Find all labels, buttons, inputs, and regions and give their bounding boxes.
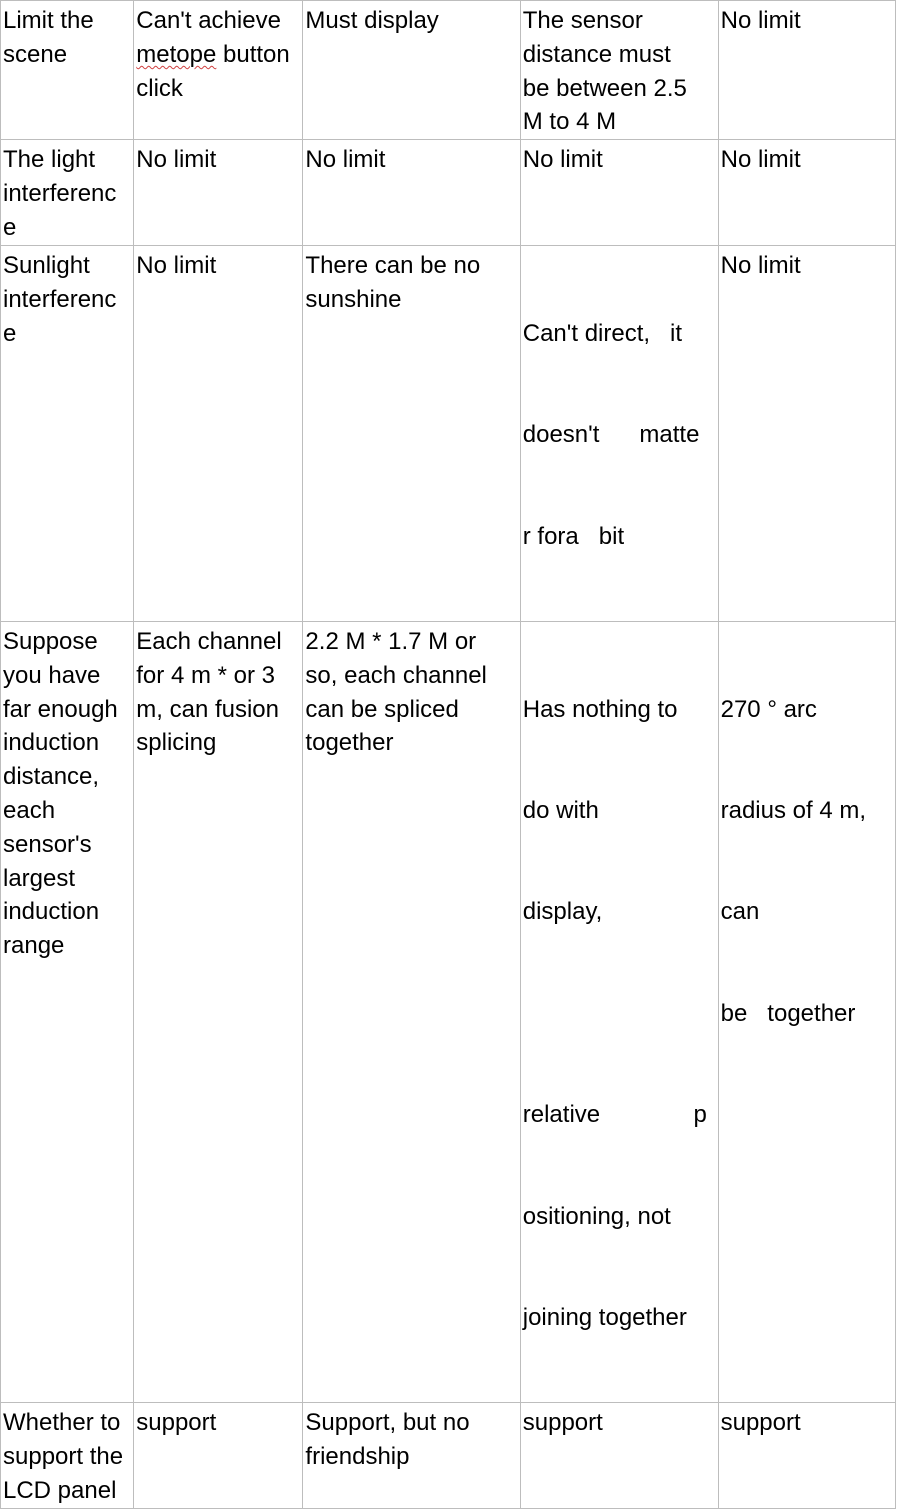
table-cell: support bbox=[520, 1403, 718, 1509]
table-cell: 270 ° arc radius of 4 m, can be together bbox=[718, 621, 895, 1402]
table-cell: There can be no sunshine bbox=[303, 246, 520, 622]
table-cell: Limit the scene bbox=[1, 1, 134, 140]
table-cell: support bbox=[718, 1403, 895, 1509]
spellcheck-word: metope bbox=[136, 40, 217, 68]
blank-line bbox=[523, 997, 717, 1031]
table-cell: No limit bbox=[520, 140, 718, 246]
cell-text-post: button click bbox=[136, 40, 290, 102]
table-cell: Has nothing to do with display, relative p ositioning, not joining together bbox=[520, 621, 718, 1402]
table-cell: Support, but no friendship bbox=[303, 1403, 520, 1509]
table-cell: No limit bbox=[718, 246, 895, 622]
table-row bbox=[1, 621, 896, 1402]
table-cell: Sunlight interferenc e bbox=[1, 246, 134, 622]
table-cell: 2.2 M * 1.7 M or so, each channel can be spliced together bbox=[303, 621, 520, 1402]
table-cell: The sensor distance must be between 2.5 M to 4 M bbox=[520, 1, 718, 140]
cell-text-pre: Can't achieve bbox=[136, 7, 281, 34]
table-cell: No limit bbox=[718, 1, 895, 140]
table-cell: support bbox=[134, 1403, 303, 1509]
table-cell: Each channel for 4 m * or 3 m, can fusion splicing bbox=[134, 621, 303, 1402]
table-row bbox=[1, 246, 896, 622]
table-cell: Whether to support the LCD panel bbox=[1, 1403, 134, 1509]
table-cell bbox=[134, 1, 303, 140]
table-cell: Suppose you have far enough induction distance, each sensor's largest induction range bbox=[1, 621, 134, 1402]
table-cell: Must display bbox=[303, 1, 520, 140]
table-cell: No limit bbox=[134, 246, 303, 622]
table-cell: No limit bbox=[134, 140, 303, 246]
table-row bbox=[1, 1403, 896, 1509]
table-row bbox=[1, 140, 896, 246]
table-cell: The light interferenc e bbox=[1, 140, 134, 246]
table-cell: No limit bbox=[718, 140, 895, 246]
table-cell: No limit bbox=[303, 140, 520, 246]
table-row bbox=[1, 1, 896, 140]
table-cell: Can't direct, it doesn't matte r fora bit bbox=[520, 246, 718, 622]
